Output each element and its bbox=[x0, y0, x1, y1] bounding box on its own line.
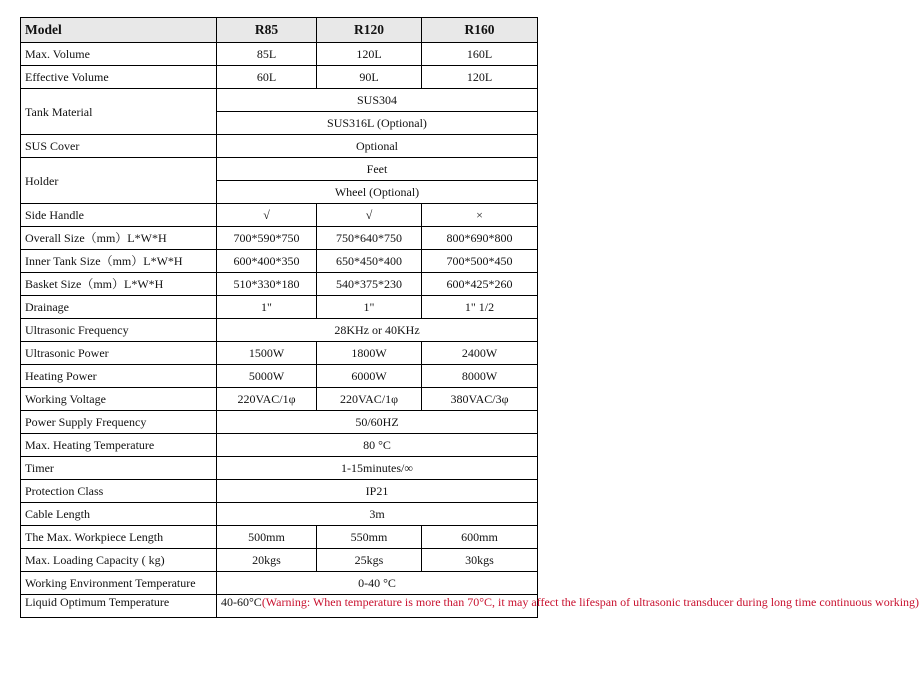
row-label: Ultrasonic Frequency bbox=[21, 319, 217, 342]
table-row bbox=[21, 434, 538, 457]
table-row bbox=[21, 388, 538, 411]
row-label: The Max. Workpiece Length bbox=[21, 526, 217, 549]
row-label: SUS Cover bbox=[21, 135, 217, 158]
cell-r120: 120L bbox=[317, 43, 422, 66]
cell-all: 28KHz or 40KHz bbox=[217, 319, 538, 342]
cell-all: 3m bbox=[217, 503, 538, 526]
row-label: Max. Loading Capacity ( kg) bbox=[21, 549, 217, 572]
row-label: Drainage bbox=[21, 296, 217, 319]
cell-r85: 220VAC/1φ bbox=[217, 388, 317, 411]
cell-r160: 120L bbox=[422, 66, 538, 89]
cell-r160: 700*500*450 bbox=[422, 250, 538, 273]
row-label: Holder bbox=[21, 158, 217, 204]
table-row bbox=[21, 227, 538, 250]
table-row bbox=[21, 342, 538, 365]
table-row bbox=[21, 204, 538, 227]
cell-all: Optional bbox=[217, 135, 538, 158]
cell-r85: 60L bbox=[217, 66, 317, 89]
table-row bbox=[21, 595, 538, 618]
model-r160: R160 bbox=[422, 18, 538, 43]
model-r120: R120 bbox=[317, 18, 422, 43]
liquid-temp-value: 40-60°C bbox=[221, 595, 262, 609]
cell-all: 50/60HZ bbox=[217, 411, 538, 434]
model-r85: R85 bbox=[217, 18, 317, 43]
row-label: Working Voltage bbox=[21, 388, 217, 411]
row-label: Timer bbox=[21, 457, 217, 480]
cell-r85: 600*400*350 bbox=[217, 250, 317, 273]
table-row bbox=[21, 319, 538, 342]
cell-r85: 1500W bbox=[217, 342, 317, 365]
table-row bbox=[21, 549, 538, 572]
cell-r160: 380VAC/3φ bbox=[422, 388, 538, 411]
cell-r120: 1800W bbox=[317, 342, 422, 365]
row-label: Max. Volume bbox=[21, 43, 217, 66]
row-label: Heating Power bbox=[21, 365, 217, 388]
row-label: Tank Material bbox=[21, 89, 217, 135]
table-row bbox=[21, 457, 538, 480]
cell-r85: √ bbox=[217, 204, 317, 227]
cell-all: 1-15minutes/∞ bbox=[217, 457, 538, 480]
cell-r120: 25kgs bbox=[317, 549, 422, 572]
cell-r85: 700*590*750 bbox=[217, 227, 317, 250]
cell-r85: 20kgs bbox=[217, 549, 317, 572]
table-row bbox=[21, 480, 538, 503]
cell-r85: 510*330*180 bbox=[217, 273, 317, 296]
cell-r160: 30kgs bbox=[422, 549, 538, 572]
row-label: Side Handle bbox=[21, 204, 217, 227]
cell-all: IP21 bbox=[217, 480, 538, 503]
table-row bbox=[21, 296, 538, 319]
table-row bbox=[21, 158, 538, 181]
cell-all: 0-40 °C bbox=[217, 572, 538, 595]
table-row bbox=[21, 273, 538, 296]
row-label: Overall Size（mm）L*W*H bbox=[21, 227, 217, 250]
cell-r120: 540*375*230 bbox=[317, 273, 422, 296]
row-label: Power Supply Frequency bbox=[21, 411, 217, 434]
row-label: Cable Length bbox=[21, 503, 217, 526]
cell-r160: × bbox=[422, 204, 538, 227]
cell-r85: 85L bbox=[217, 43, 317, 66]
table-row bbox=[21, 503, 538, 526]
table-row bbox=[21, 135, 538, 158]
header-label: Model bbox=[21, 18, 217, 43]
row-label: Working Environment Temperature bbox=[21, 572, 217, 595]
cell-r120: 6000W bbox=[317, 365, 422, 388]
cell-r160: 2400W bbox=[422, 342, 538, 365]
row-label: Liquid Optimum Temperature bbox=[21, 595, 217, 618]
table-row bbox=[21, 365, 538, 388]
row-label: Inner Tank Size（mm）L*W*H bbox=[21, 250, 217, 273]
table-row bbox=[21, 250, 538, 273]
cell-all: Wheel (Optional) bbox=[217, 181, 538, 204]
warning-text: (Warning: When temperature is more than 70°C, it may affect the lifespan of ultrasonic transducer during long time continuous working) bbox=[261, 595, 919, 609]
row-label: Protection Class bbox=[21, 480, 217, 503]
cell-r120: 90L bbox=[317, 66, 422, 89]
cell-all: 80 °C bbox=[217, 434, 538, 457]
cell-r120: 220VAC/1φ bbox=[317, 388, 422, 411]
cell-r160: 8000W bbox=[422, 365, 538, 388]
spec-table-container bbox=[20, 17, 919, 618]
cell-r120: 1" bbox=[317, 296, 422, 319]
cell-r120: 650*450*400 bbox=[317, 250, 422, 273]
cell-all: Feet bbox=[217, 158, 538, 181]
cell-r85: 1" bbox=[217, 296, 317, 319]
cell-r160: 160L bbox=[422, 43, 538, 66]
table-row bbox=[21, 66, 538, 89]
cell-r120: 550mm bbox=[317, 526, 422, 549]
row-label: Basket Size（mm）L*W*H bbox=[21, 273, 217, 296]
table-row bbox=[21, 572, 538, 595]
cell-r85: 500mm bbox=[217, 526, 317, 549]
spec-table bbox=[20, 17, 919, 618]
table-row bbox=[21, 526, 538, 549]
liquid-temp-cell bbox=[217, 595, 919, 618]
table-row bbox=[21, 89, 538, 112]
cell-r160: 1" 1/2 bbox=[422, 296, 538, 319]
cell-all: SUS304 bbox=[217, 89, 538, 112]
cell-r160: 600*425*260 bbox=[422, 273, 538, 296]
row-label: Ultrasonic Power bbox=[21, 342, 217, 365]
table-row bbox=[21, 43, 538, 66]
row-label: Max. Heating Temperature bbox=[21, 434, 217, 457]
cell-r160: 600mm bbox=[422, 526, 538, 549]
table-row bbox=[21, 411, 538, 434]
row-label: Effective Volume bbox=[21, 66, 217, 89]
cell-r120: 750*640*750 bbox=[317, 227, 422, 250]
cell-r160: 800*690*800 bbox=[422, 227, 538, 250]
cell-r120: √ bbox=[317, 204, 422, 227]
header-row bbox=[21, 18, 538, 43]
cell-all: SUS316L (Optional) bbox=[217, 112, 538, 135]
cell-r85: 5000W bbox=[217, 365, 317, 388]
